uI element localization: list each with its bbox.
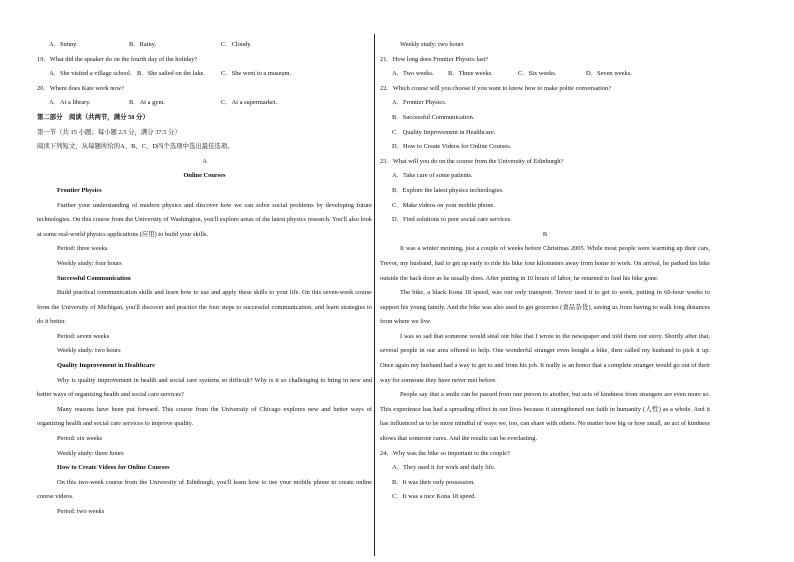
column-divider [374, 34, 375, 556]
option: A．They used it for work and daily life. [392, 464, 496, 472]
left-column [37, 38, 372, 520]
option: D．Seven weeks. [586, 70, 632, 78]
option: B．Three weeks. [448, 70, 493, 78]
option: C．It was a nice Kona 18 speed. [392, 493, 476, 501]
course-title: How to Create Videos for Online Courses [57, 464, 170, 472]
question-22: 22．Which course will you choose if you want to know how to make polite conversation? [380, 84, 612, 92]
q20-options [37, 96, 372, 111]
option: A．Frontier Physics. [392, 99, 447, 107]
option: A．She visited a village school. [49, 70, 132, 78]
option: D．How to Create Videos for Online Courses. [392, 143, 512, 151]
q19-options [37, 67, 372, 82]
passage-title: Online Courses [183, 172, 226, 180]
q18-options [37, 38, 372, 53]
course-description: Further your understanding of modern physics and discover how we can solve social problems by developing future technologies. On this course from the University of Washington, you'll explore areas of the latest physics research. You'll also look at some real-world physics applications (应用) to build your skills. [37, 201, 372, 238]
course-title: Frontier Physics [57, 186, 102, 194]
option: B．Explore the latest physics technologies. [392, 186, 504, 194]
option: B．At a gym. [129, 99, 166, 107]
option: A．Sunny. [49, 41, 78, 48]
passage-paragraph: I was so sad that someone would steal our bike that I wrote to the newspaper and told them our story. Shortly after that, several people in our area offered to help. One wonderful stranger even bought a bike, then called my husband to pick it up. Once again my husband had a way to get to and from his job. It really is an honor that a complete stranger would go out of their way for someone they have never met before. [380, 332, 710, 384]
passage-letter: B [542, 230, 548, 238]
option: A．Two weeks. [392, 70, 434, 78]
course-period: Period: three weeks [57, 245, 108, 253]
section-subheading: 第一节（共 15 小题；每小题 2.5 分，满分 37.5 分） [37, 128, 181, 136]
option: C．At a supermarket. [221, 99, 278, 107]
course-period: Period: seven weeks [57, 332, 110, 340]
course-description: On this two-week course from the University of Edinburgh, you'll learn how to use your mobile phone to create online course videos. [37, 478, 372, 501]
option: C．Cloudy. [221, 41, 252, 48]
passage-letter: A [202, 157, 207, 165]
question-21: 21．How long does Frontier Physics last? [380, 55, 489, 63]
option: D．Find solutions to poor social care services. [392, 216, 512, 224]
course-description: Many reasons have been put forward. This course from the University of Chicago explores new and better ways of organizing health and social care services to improve quality. [37, 405, 372, 428]
option: B．It was their only possession. [392, 478, 475, 486]
passage-paragraph: The bike, a black Kona 18 speed, was our only transport. Trevor used it to get to work, putting in 60-hour weeks to support his young family. And the bike was also used to get groceries (食品杂货), saving us from having to walk long distances from where we live. [380, 289, 710, 326]
option: B．Rainy. [129, 41, 157, 48]
question-19: 19．What did the speaker do on the fourth day of the holiday? [37, 55, 198, 63]
option: C．Quality Improvement in Healthcare. [392, 128, 496, 136]
course-weekly-study: Weekly study: two hours [57, 347, 121, 355]
option: A．Take care of some patients. [392, 172, 473, 180]
course-period: Period: two weeks [57, 508, 105, 515]
course-title: Successful Communication [57, 274, 131, 282]
passage-paragraph: It was a winter morning, just a couple of weeks before Christmas 2005. While most people were warming up their cars, Trevor, my husband, had to get up early to ride his bike four kilometers away from home to work. On arrival, he parked his bike outside the back door as he usually does. After putting in 10 hours of labor, he returned to find his bike gone. [380, 245, 710, 282]
course-period: Period: six weeks [57, 435, 103, 443]
passage-paragraph: People say that a smile can be passed from one person to another, but acts of kindness from strangers are even more so. This experience has had a spreading effect in our lives because it strengthened our faith in humanity (人性) as a whole. And it has influenced us to be more mindful of ways we, too, can share with others. No matter how big or how small, an act of kindness shows that someone cares. And the results can be everlasting. [380, 391, 710, 443]
section-heading: 第二部分 阅读（共两节，满分 50 分） [37, 113, 149, 121]
option: A．At a library. [49, 99, 91, 107]
instruction: 阅读下列短文，从每题所给的A、B、C、D四个选项中选出最佳选项。 [37, 143, 234, 151]
question-24: 24．Why was the bike so important to the couple? [380, 449, 510, 457]
option: B．She sailed on the lake. [137, 70, 205, 78]
course-weekly-study: Weekly study: four hours [57, 259, 122, 267]
right-column [380, 38, 710, 505]
course-weekly-study: Weekly study: three hours [57, 449, 124, 457]
course-description: Why is quality improvement in health and social care systems so difficult? Why is it so challenging to bring in new and better ways of organizing health and social care services? [37, 376, 372, 399]
question-20: 20．Where does Kate work now? [37, 84, 124, 92]
course-weekly-study: Weekly study: two hours [400, 41, 464, 48]
q21-options [380, 67, 710, 82]
course-title: Quality Improvement in Healthcare [57, 362, 155, 370]
question-23: 23．What will you do on the course from the University of Edinburgh? [380, 157, 564, 165]
option: C．Six weeks. [518, 70, 557, 78]
option: B．Successful Communication. [392, 113, 475, 121]
option: C．She went to a museum. [221, 70, 292, 78]
course-description: Build practical communication skills and learn how to use and apply these skills to your life. On this seven-week course from the University of Michigan, you'll discover and practice the four steps to successful communication, and learn strategies to do it better. [37, 289, 372, 326]
option: C．Make videos on your mobile phone. [392, 201, 495, 209]
